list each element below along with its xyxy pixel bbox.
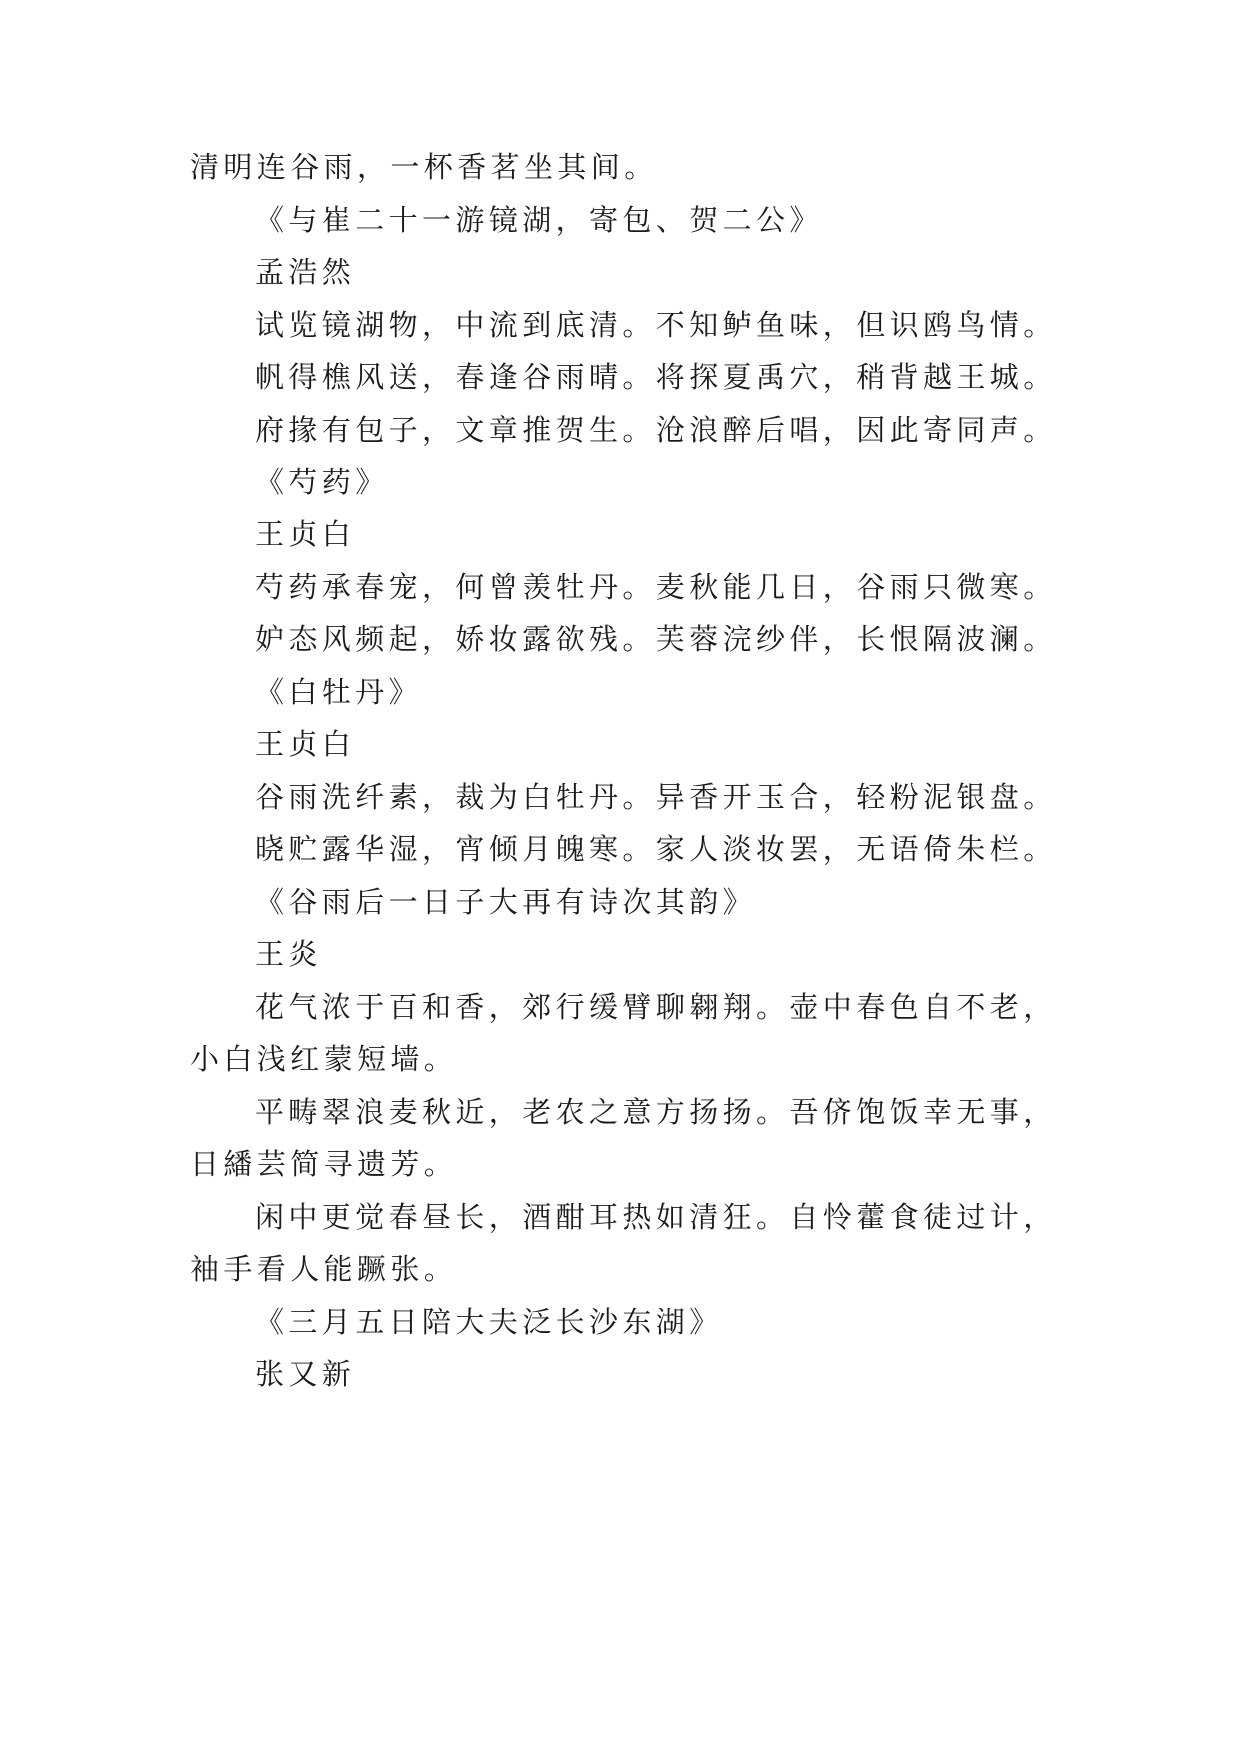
poem-author: 王贞白 — [255, 727, 356, 761]
poem-author: 张又新 — [255, 1357, 356, 1391]
poem-line: 芍药承春宠，何曾羡牡丹。麦秋能几日，谷雨只微寒。 — [255, 570, 1057, 604]
poem-line: 晓贮露华湿，宵倾月魄寒。家人淡妆罢，无语倚朱栏。 — [255, 832, 1057, 866]
poem-line: 府掾有包子，文章推贺生。沧浪醉后唱，因此寄同声。 — [255, 413, 1057, 447]
poem-line: 小白浅红蒙短墙。 — [190, 1042, 458, 1076]
poem-line: 妒态风频起，娇妆露欲残。芙蓉浣纱伴，长恨隔波澜。 — [255, 622, 1057, 656]
poem-line: 花气浓于百和香，郊行缓臂聊翱翔。壶中春色自不老， — [255, 990, 1057, 1024]
poem-title: 《谷雨后一日子大再有诗次其韵》 — [255, 885, 757, 919]
poem-author: 孟浩然 — [255, 255, 356, 289]
poem-line: 闲中更觉春昼长，酒酣耳热如清狂。自怜藿食徒过计， — [255, 1200, 1057, 1234]
text-line: 清明连谷雨，一杯香茗坐其间。 — [190, 150, 658, 184]
poem-line: 谷雨洗纤素，裁为白牡丹。异香开玉合，轻粉泥银盘。 — [255, 780, 1057, 814]
poem-author: 王炎 — [255, 937, 322, 971]
poem-line: 帆得樵风送，春逢谷雨晴。将探夏禹穴，稍背越王城。 — [255, 360, 1057, 394]
poem-title: 《与崔二十一游镜湖，寄包、贺二公》 — [255, 203, 823, 237]
poem-line: 平畴翠浪麦秋近，老农之意方扬扬。吾侪饱饭幸无事， — [255, 1095, 1057, 1129]
poem-title: 《芍药》 — [255, 465, 389, 499]
poem-title: 《三月五日陪大夫泛长沙东湖》 — [255, 1305, 723, 1339]
poem-line: 日繙芸简寻遗芳。 — [190, 1147, 458, 1181]
poem-title: 《白牡丹》 — [255, 675, 423, 709]
poem-line: 试览镜湖物，中流到底清。不知鲈鱼味，但识鸥鸟情。 — [255, 308, 1057, 342]
poem-author: 王贞白 — [255, 517, 356, 551]
poem-line: 袖手看人能蹶张。 — [190, 1252, 458, 1286]
